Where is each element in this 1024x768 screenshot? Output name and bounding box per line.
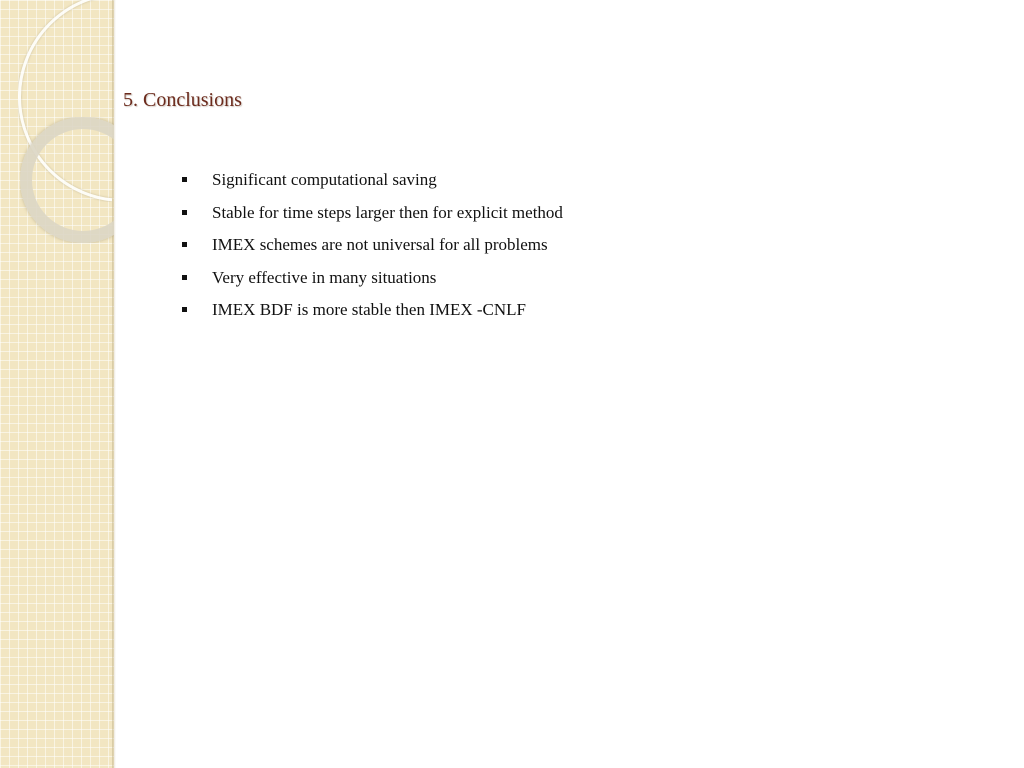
square-bullet-icon bbox=[182, 242, 187, 247]
square-bullet-icon bbox=[182, 307, 187, 312]
bullet-text: Significant computational saving bbox=[212, 170, 437, 189]
square-bullet-icon bbox=[182, 177, 187, 182]
slide-title: 5. Conclusions bbox=[123, 89, 242, 111]
bullet-text: IMEX schemes are not universal for all problems bbox=[212, 235, 548, 254]
bullet-item bbox=[180, 298, 563, 331]
bullet-text: Very effective in many situations bbox=[212, 267, 437, 287]
decorative-ring-small bbox=[20, 117, 146, 243]
side-band-shadow bbox=[112, 0, 116, 768]
bullet-text: Stable for time steps larger then for explicit method bbox=[212, 202, 563, 222]
bullet-item bbox=[180, 233, 563, 266]
bullet-item bbox=[180, 201, 563, 234]
bullet-item bbox=[180, 266, 563, 299]
bullet-item bbox=[180, 168, 563, 201]
square-bullet-icon bbox=[182, 275, 187, 280]
square-bullet-icon bbox=[182, 210, 187, 215]
bullet-list bbox=[180, 168, 563, 331]
bullet-text: IMEX BDF is more stable then IMEX -CNLF bbox=[212, 300, 527, 319]
